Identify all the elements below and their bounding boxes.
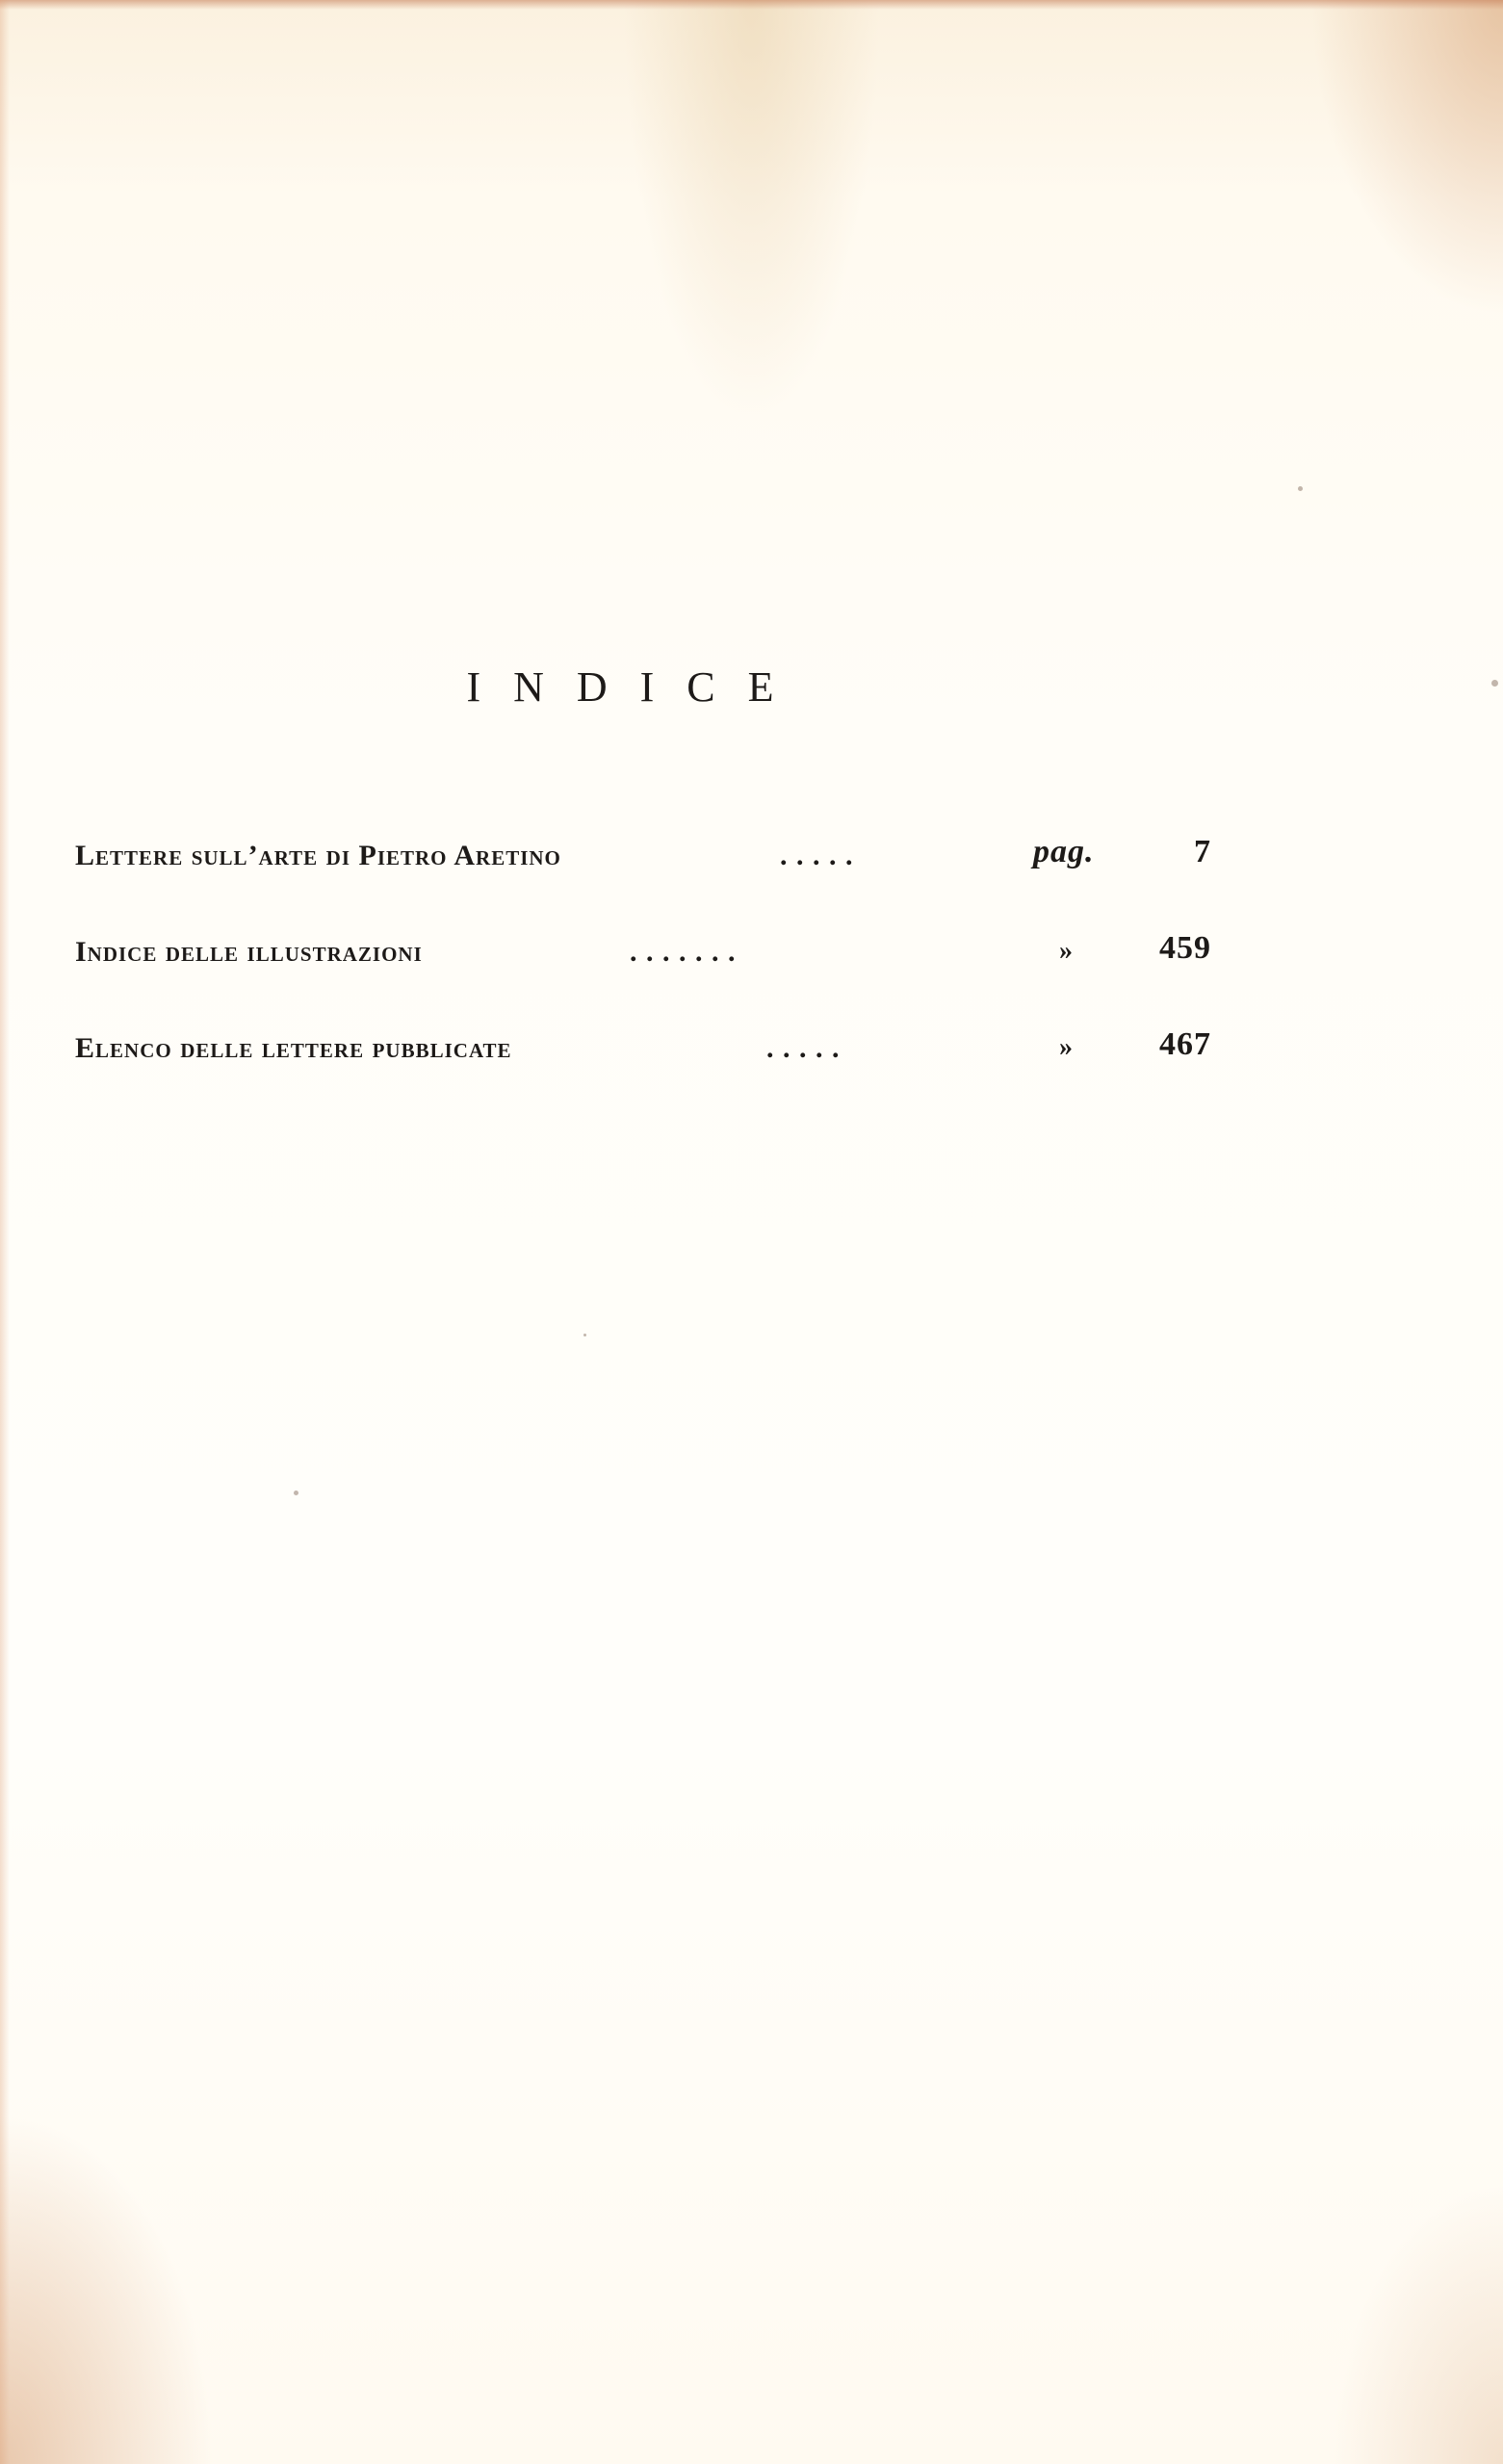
ditto-marker: » [1059,936,1074,966]
table-of-contents [75,834,1211,1123]
paper-speck [1491,680,1498,687]
toc-entry-title: Indice delle illustrazioni [75,936,423,968]
toc-leader-dots: . . . . . . . [630,936,737,968]
toc-leader-dots: . . . . . [766,1032,841,1064]
toc-leader-dots: . . . . . [780,840,854,871]
page-title: INDICE [466,663,807,711]
page-marker: pag. [1033,834,1095,869]
toc-entry-title: Lettere sull’arte di Pietro Aretino [75,840,561,871]
paper-speck [1298,486,1303,491]
toc-entry [75,834,1211,930]
paper-speck [583,1334,586,1336]
toc-entry [75,1026,1211,1123]
toc-entry [75,930,1211,1026]
page-number: 7 [1194,834,1211,869]
page-number: 467 [1159,1026,1211,1062]
ditto-marker: » [1059,1032,1074,1062]
toc-entry-title: Elenco delle lettere pubblicate [75,1032,512,1064]
page-number: 459 [1159,930,1211,966]
paper-speck [294,1491,298,1495]
